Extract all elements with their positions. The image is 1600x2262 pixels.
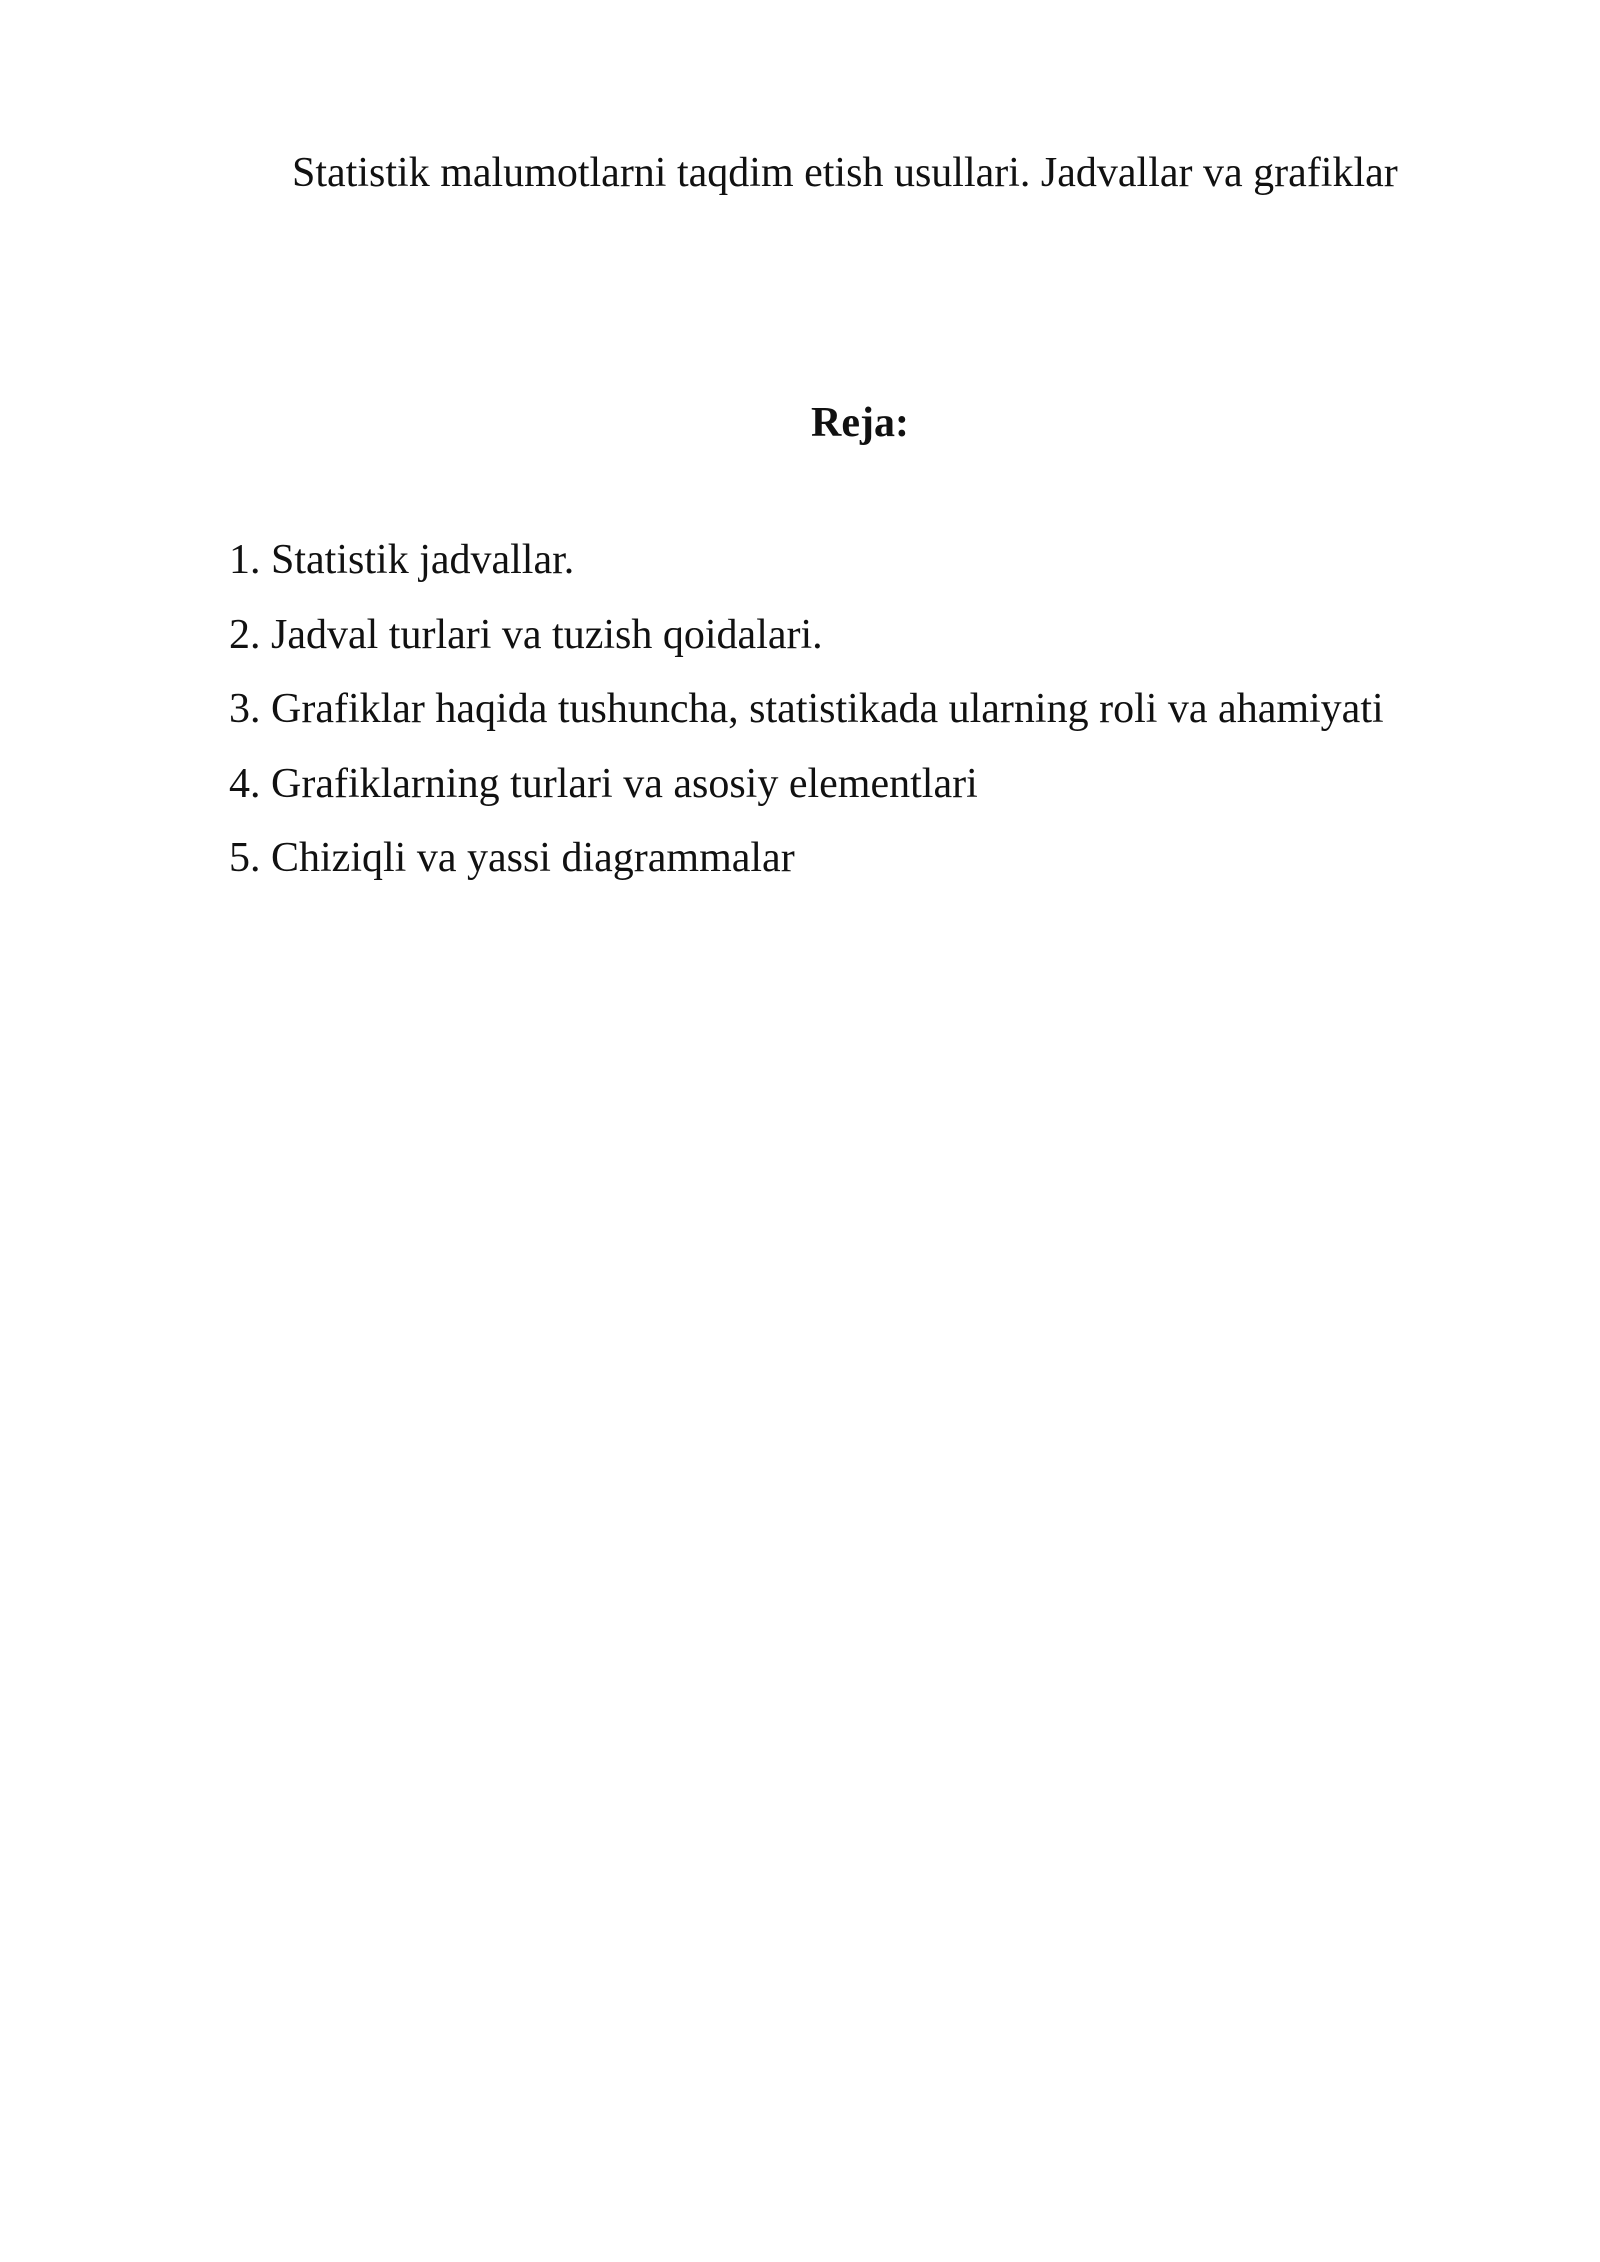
plan-heading: Reja:: [811, 400, 909, 446]
plan-item-5: 5. Chiziqli va yassi diagrammalar: [229, 835, 795, 881]
plan-item-2: 2. Jadval turlari va tuzish qoidalari.: [229, 611, 823, 658]
plan-list: [229, 523, 1384, 896]
plan-item-1: 1. Statistik jadvallar.: [229, 537, 575, 583]
document-title: Statistik malumotlarni taqdim etish usullari. Jadvallar va grafiklar: [292, 150, 1398, 196]
plan-item-3: 3. Grafiklar haqida tushuncha, statistikada ularning roli va ahamiyati: [229, 686, 1384, 732]
plan-item-4: 4. Grafiklarning turlari va asosiy elementlari: [229, 760, 978, 807]
